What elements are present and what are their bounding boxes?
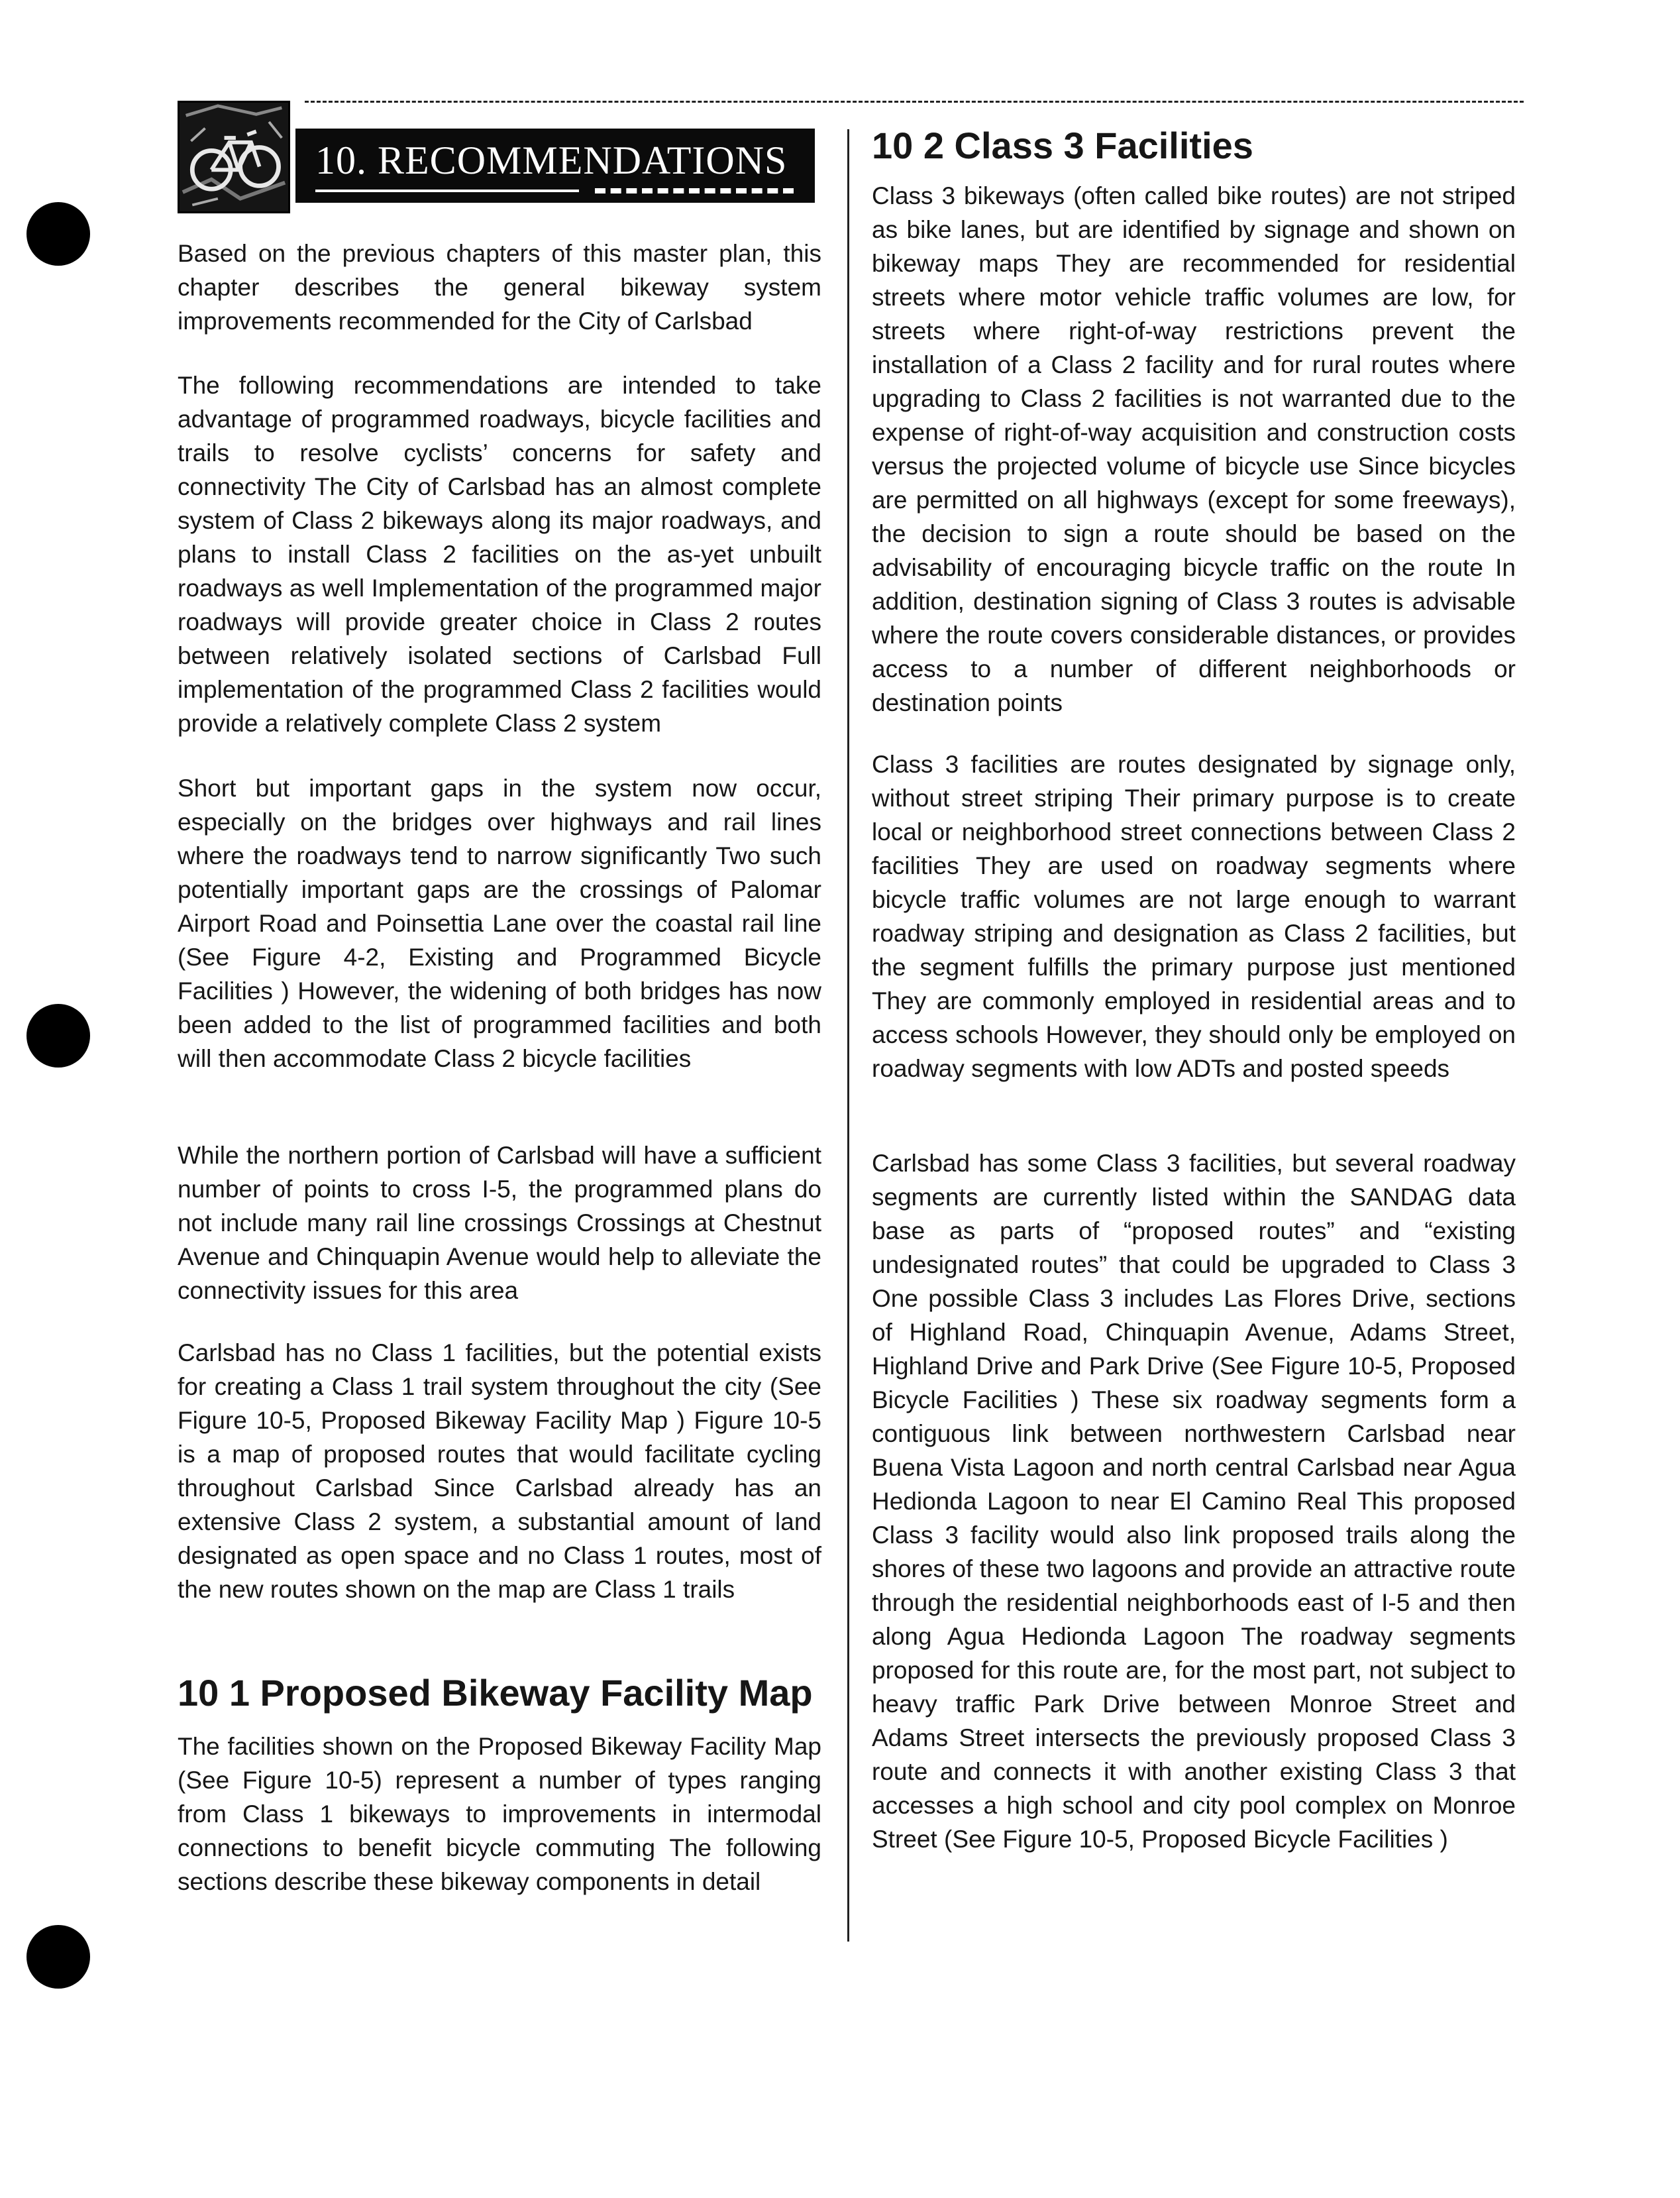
paragraph: The following recommendations are intended to take advantage of programmed roadways, bicycle facilities and trails to resolve cyclists’ concerns for safety and connectivity The City of Carlsbad has an almost complete system of Class 2 bikeways along its major roadways, and plans to install Class 2 facilities on the as-yet unbuilt roadways as well Implementation of the programmed major roadways will provide greater choice in Class 2 routes between relatively isolated sections of Carlsbad Full implementation of the programmed Class 2 facilities would provide a relatively complete Class 2 system	[178, 372, 821, 737]
chapter-title-rule	[315, 190, 579, 192]
paragraph: Short but important gaps in the system now occur, especially on the bridges over highways and rail lines where the roadways tend to narrow significantly Two such potentially important gaps are the crossings of Palomar Airport Road and Poinsettia Lane over the coastal rail line (See Figure 4-2, Existing and Programmed Bicycle Facilities ) However, the widening of both bridges has now been added to the list of programmed facilities and both will then accommodate Class 2 bicycle facilities	[178, 775, 821, 1072]
paragraph: Carlsbad has no Class 1 facilities, but the potential exists for creating a Class 1 trail system throughout the city (See Figure 10-5, Proposed Bikeway Facility Map ) Figure 10-5 is a map of proposed routes that would facilitate cycling throughout Carlsbad Since Carlsbad already has an extensive Class 2 system, a substantial amount of land designated as open space and no Class 1 routes, most of the new routes shown on the map are Class 1 trails	[178, 1339, 821, 1603]
paragraph: Class 3 bikeways (often called bike routes) are not striped as bike lanes, but are identified by signage and shown on bikeway maps They are recommended for residential streets where motor vehicle traffic volumes are low, for streets where right-of-way restrictions prevent the installation of a Class 2 facility and for rural routes where upgrading to Class 2 facilities is not warranted due to the expense of right-of-way acquisition and construction costs versus the projected volume of bicycle use Since bicycles are permitted on all highways (except for some freeways), the decision to sign a route should be based on the advisability of encouraging bicycle traffic on the route In addition, destination signing of Class 3 routes is advisable where the route covers considerable distances, or provides access to a number of different neighborhoods or destination points	[872, 182, 1516, 716]
binder-hole-bottom	[26, 1925, 90, 1989]
chapter-header	[178, 101, 815, 213]
section-heading-10-2: 10 2 Class 3 Facilities	[872, 125, 1253, 166]
column-divider	[847, 129, 849, 1942]
paragraph: Class 3 facilities are routes designated by signage only, without street striping Their primary purpose is to create local or neighborhood street connections between Class 2 facilities They are used on roadway segments where bicycle traffic volumes are not large enough to warrant roadway striping and designation as Class 2 facilities, but the segment fulfills the primary purpose just mentioned They are commonly employed in residential areas and to access schools However, they should only be employed on roadway segments with low ADTs and posted speeds	[872, 751, 1516, 1082]
chapter-title: 10. RECOMMENDATIONS	[315, 138, 788, 182]
paragraph: The facilities shown on the Proposed Bikeway Facility Map (See Figure 10-5) represent a number of types ranging from Class 1 bikeways to improvements in intermodal connections to benefit bicycle commuting The following sections describe these bikeway components in detail	[178, 1733, 821, 1895]
binder-hole-top	[26, 202, 90, 266]
binder-hole-middle	[26, 1004, 90, 1068]
paragraph: While the northern portion of Carlsbad will have a sufficient number of points to cross I-5, the programmed plans do not include many rail line crossings Crossings at Chestnut Avenue and Chinquapin Avenue would help to alleviate the connectivity issues for this area	[178, 1142, 821, 1304]
bicycle-icon	[178, 101, 290, 213]
chapter-title-bar	[295, 129, 815, 203]
paragraph: Carlsbad has some Class 3 facilities, but several roadway segments are currently listed within the SANDAG data base as parts of “proposed routes” and “existing undesignated routes” that could be upgraded to Class 3 One possible Class 3 includes Las Flores Drive, sections of Highland Road, Chinquapin Avenue, Adams Street, Highland Drive and Park Drive (See Figure 10-5, Proposed Bicycle Facilities ) These six roadway segments form a contiguous link between northwestern Carlsbad near Buena Vista Lagoon and north central Carlsbad near Agua Hedionda Lagoon to near El Camino Real This proposed Class 3 facility would also link proposed trails along the shores of these two lagoons and provide an attractive route through the residential neighborhoods east of I-5 and then along Agua Hedionda Lagoon The roadway segments proposed for this route are, for the most part, not subject to heavy traffic Park Drive between Monroe Street and Adams Street intersects the previously proposed Class 3 route and connects it with another existing Class 3 that accesses a high school and city pool complex on Monroe Street (See Figure 10-5, Proposed Bicycle Facilities )	[872, 1150, 1516, 1853]
paragraph: Based on the previous chapters of this master plan, this chapter describes the general bikeway system improvements recommended for the City of Carlsbad	[178, 240, 821, 335]
section-heading-10-1: 10 1 Proposed Bikeway Facility Map	[178, 1672, 813, 1714]
chapter-title-dashes	[595, 188, 794, 193]
